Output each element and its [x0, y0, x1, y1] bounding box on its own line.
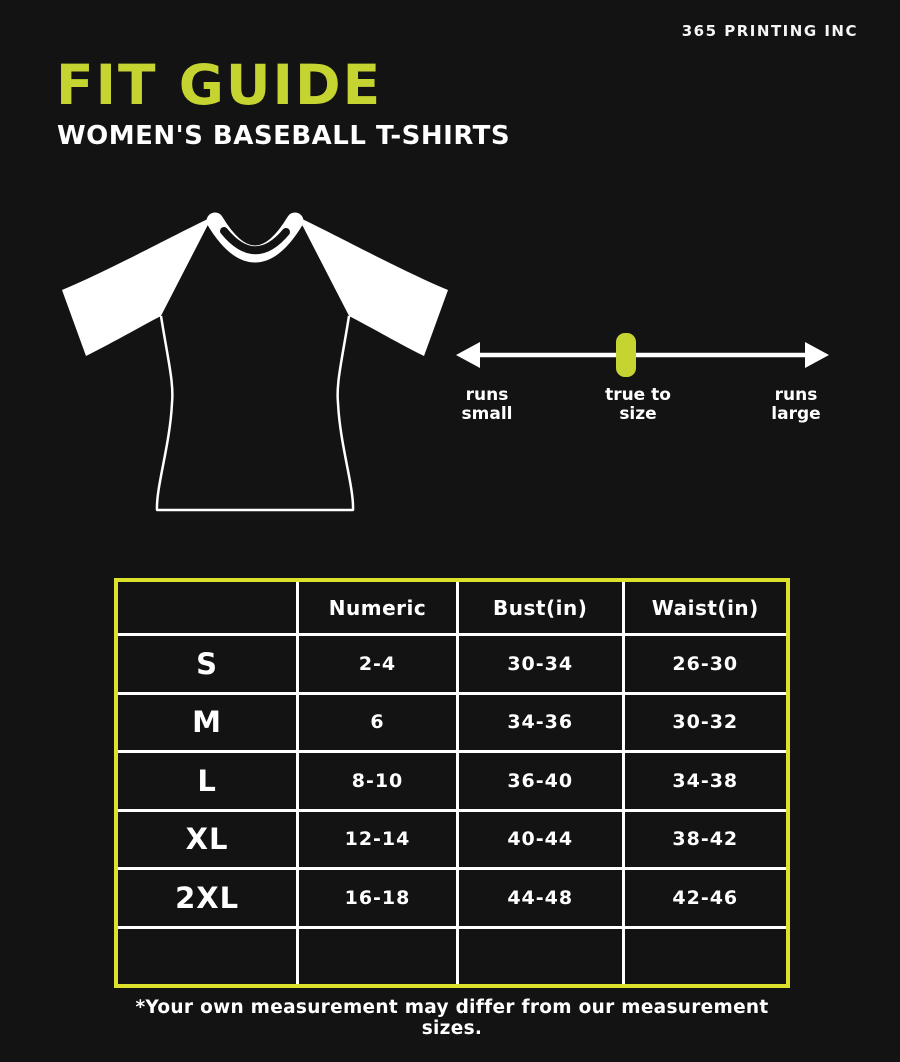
- empty-cell: [623, 927, 787, 985]
- bust-value: 40-44: [457, 810, 623, 868]
- bust-value: 44-48: [457, 869, 623, 927]
- bust-value: 34-36: [457, 693, 623, 751]
- bust-value: 30-34: [457, 635, 623, 693]
- table-header-row: [117, 581, 788, 635]
- header-size-blank: [117, 581, 298, 635]
- runs-large-label: [771, 386, 820, 424]
- numeric-value: 6: [298, 693, 458, 751]
- tshirt-illustration: [50, 195, 470, 525]
- table-row-s: [117, 635, 788, 693]
- bust-value: 36-40: [457, 752, 623, 810]
- size-table: [115, 579, 789, 987]
- true-to-size-label: [605, 386, 671, 424]
- page-title: FIT GUIDE: [56, 53, 383, 117]
- measurement-disclaimer: *Your own measurement may differ from our measurement sizes.: [135, 997, 769, 1039]
- table-row-xl: [117, 810, 788, 868]
- waist-value: 42-46: [623, 869, 787, 927]
- runs-small-line1: runs: [465, 385, 509, 405]
- size-label: S: [117, 635, 298, 693]
- table-row-m: [117, 693, 788, 751]
- size-label: M: [117, 693, 298, 751]
- header-waist: Waist(in): [623, 581, 787, 635]
- waist-value: 38-42: [623, 810, 787, 868]
- header-bust: Bust(in): [457, 581, 623, 635]
- waist-value: 30-32: [623, 693, 787, 751]
- numeric-value: 2-4: [298, 635, 458, 693]
- runs-large-line2: large: [771, 404, 821, 425]
- waist-value: 26-30: [623, 635, 787, 693]
- waist-value: 34-38: [623, 752, 787, 810]
- arrowhead-left-icon: [456, 342, 480, 368]
- size-label: L: [117, 752, 298, 810]
- numeric-value: 16-18: [298, 869, 458, 927]
- numeric-value: 12-14: [298, 810, 458, 868]
- page-subtitle: WOMEN'S BASEBALL T-SHIRTS: [57, 121, 511, 151]
- size-label: 2XL: [117, 869, 298, 927]
- fit-scale-labels: [450, 386, 835, 434]
- table-row-2xl: [117, 869, 788, 927]
- empty-cell: [117, 927, 298, 985]
- size-table-container: [114, 578, 790, 988]
- header-numeric: Numeric: [298, 581, 458, 635]
- runs-large-line1: runs: [774, 385, 818, 405]
- numeric-value: 8-10: [298, 752, 458, 810]
- runs-small-line2: small: [461, 404, 513, 425]
- table-row-empty: [117, 927, 788, 985]
- brand-name: 365 PRINTING INC: [681, 22, 858, 40]
- runs-small-label: [462, 386, 513, 424]
- true-to-size-marker: [616, 333, 636, 377]
- empty-cell: [298, 927, 458, 985]
- arrowhead-right-icon: [805, 342, 829, 368]
- table-row-l: [117, 752, 788, 810]
- empty-cell: [457, 927, 623, 985]
- size-label: XL: [117, 810, 298, 868]
- true-to-size-line1: true to: [605, 385, 671, 405]
- true-to-size-line2: size: [619, 404, 657, 425]
- fit-scale-arrow: [450, 328, 835, 383]
